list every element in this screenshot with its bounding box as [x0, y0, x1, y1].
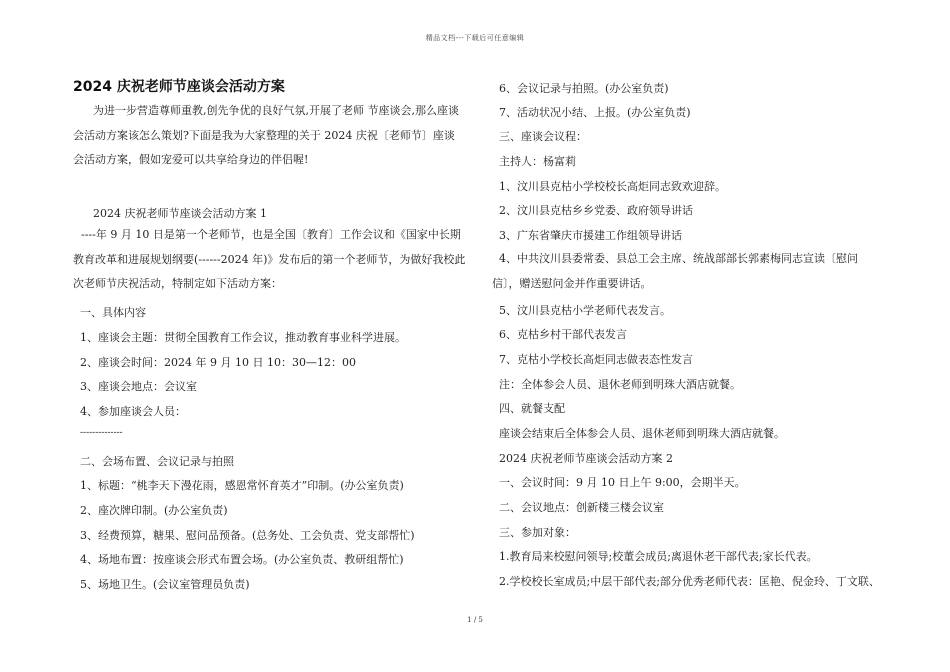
plan2-location: 二、会议地点：创新楼三楼会议室	[499, 501, 664, 514]
agenda-item-4: 4、中共汶川县委常委、县总工会主席、统战部部长郭素梅同志宣读〔慰问信〕，赠送慰问金并作重要讲话。	[492, 252, 858, 290]
section-2-heading: 二、会场布置、会议记录与拍照	[80, 455, 234, 468]
dash-placeholder: --------------	[80, 428, 123, 438]
plan1-intro: ----年 9 月 10 日是第一个老师节，也是全国〔教育〕工作会议和《国家中长期教育改革和进展规划纲要(------2024 年)》发布后的第一个老师节，为做好我校此次老师节庆祝活动，特制定如下活动方案：	[73, 228, 466, 290]
document-title: 2024 庆祝老师节座谈会活动方案	[73, 79, 285, 95]
section-3-heading: 三、座谈会议程：	[499, 130, 587, 143]
agenda-item-3: 3、广东省肇庆市援建工作组领导讲话	[499, 229, 682, 242]
plan2-participants-1: 1.教育局来校慰问领导;校董会成员;离退休老干部代表;家长代表。	[499, 550, 818, 563]
page-header-note: 精品文档---下载后可任意编辑	[425, 34, 525, 42]
item-records: 6、会议记录与拍照。(办公室负责)	[499, 82, 669, 95]
agenda-item-5: 5、汶川县克枯小学老师代表发言。	[499, 304, 671, 317]
agenda-item-1: 1、汶川县克枯小学校校长高炬同志致欢迎辞。	[499, 180, 726, 193]
plan1-heading: 2024 庆祝老师节座谈会活动方案 1	[93, 207, 267, 220]
item-cleaning: 5、场地卫生。(会议室管理员负责)	[80, 578, 250, 591]
plan2-time: 一、会议时间：9 月 10 日上午 9:00，会期半天。	[499, 476, 746, 489]
item-seat-cards: 2、座次牌印制。(办公室负责)	[80, 504, 228, 517]
item-summary: 7、活动状况小结、上报。(办公室负责)	[499, 106, 691, 119]
host-line: 主持人：杨富莉	[499, 155, 576, 168]
dining-arrangement: 座谈会结束后全体参会人员、退休老师到明珠大酒店就餐。	[499, 427, 785, 440]
intro-paragraph: 为进一步营造尊师重教,创先争优的良好气氛,开展了老师 节座谈会,那么座谈会活动方案该怎么策划?下面是我为大家整理的关于 2024 庆祝〔老师节〕座谈会活动方案，假如宠爱可以共享给身边的伴侣喔!	[73, 104, 459, 166]
plan2-heading: 2024 庆祝老师节座谈会活动方案 2	[499, 452, 673, 465]
item-budget: 3、经费预算，糖果、慰问品预备。(总务处、工会负责、党支部帮忙)	[80, 529, 415, 542]
item-banner: 1、标题：“桃李天下漫花雨，感恩常怀育英才”印制。(办公室负责)	[80, 479, 404, 492]
section-1-heading: 一、具体内容	[80, 306, 146, 319]
dining-note: 注：全体参会人员、退休老师到明珠大酒店就餐。	[499, 378, 741, 391]
item-attendees: 4、参加座谈会人员：	[80, 405, 186, 418]
item-theme: 1、座谈会主题：贯彻全国教育工作会议，推动教育事业科学进展。	[80, 331, 406, 344]
plan2-participants-heading: 三、参加对象：	[499, 526, 576, 539]
agenda-item-7: 7、克枯小学校长高炬同志做表态性发言	[499, 353, 693, 366]
plan2-participants-2: 2.学校校长室成员;中层干部代表;部分优秀老师代表：匡艳、倪金玲、丁文联、	[499, 575, 880, 588]
agenda-item-6: 6、克枯乡村干部代表发言	[499, 328, 627, 341]
section-4-heading: 四、就餐支配	[499, 402, 565, 415]
item-venue-setup: 4、场地布置：按座谈会形式布置会场。(办公室负责、教研组帮忙)	[80, 553, 404, 566]
item-time: 2、座谈会时间：2024 年 9 月 10 日 10：30—12：00	[80, 356, 356, 369]
item-location: 3、座谈会地点：会议室	[80, 380, 197, 393]
agenda-item-2: 2、汶川县克枯乡乡党委、政府领导讲话	[499, 204, 693, 217]
page-number: 1 / 5	[467, 616, 483, 624]
